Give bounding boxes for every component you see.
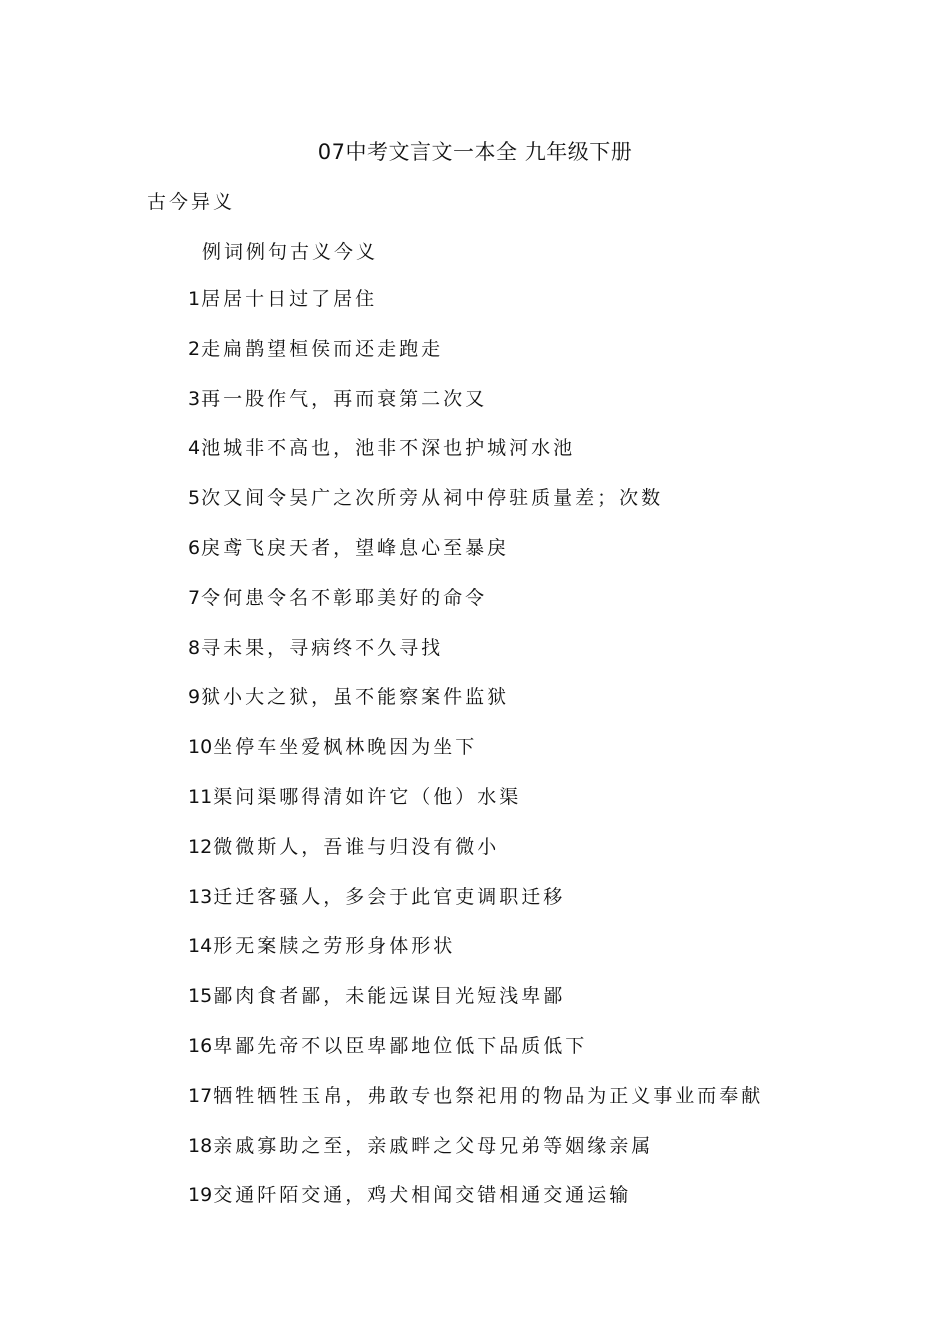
entry-text: 交通阡陌交通，鸡犬相闻交错相通交通运输 [213,1184,632,1207]
list-item [188,1033,763,1083]
list-item [188,635,763,685]
list-item [188,1083,763,1133]
entry-text: 居居十日过了居住 [201,288,378,310]
entry-text: 形无案牍之劳形身体形状 [213,935,456,958]
list-item [188,734,763,784]
list-item [188,585,763,635]
list-item [188,286,763,336]
entry-text: 卑鄙先帝不以臣卑鄙地位低下品质低下 [213,1034,588,1057]
entry-number: 2 [188,337,201,360]
entry-text: 走扁鹊望桓侯而还走跑走 [201,337,444,360]
list-item [188,386,763,436]
entry-text: 令何患令名不彰耶美好的命令 [201,586,488,609]
entry-number: 19 [188,1184,213,1207]
list-item [188,684,763,734]
entry-text: 牺牲牺牲玉帛，弗敢专也祭祀用的物品为正义事业而奉献 [213,1084,764,1107]
entry-number: 13 [188,885,213,908]
entry-text: 次又间令吴广之次所旁从祠中停驻质量差；次数 [201,487,664,510]
entry-number: 8 [188,636,201,659]
entry-text: 渠问渠哪得清如许它（他）水渠 [213,785,522,808]
list-item [188,1133,763,1183]
entry-number: 15 [188,985,213,1008]
list-item [188,435,763,485]
entry-text: 鄙肉食者鄙，未能远谋目光短浅卑鄙 [213,985,566,1008]
list-item [188,485,763,535]
entry-text: 微微斯人，吾谁与归没有微小 [213,835,500,858]
entry-number: 9 [188,686,201,709]
entry-number: 7 [188,586,201,609]
entry-text: 再一股作气，再而衰第二次又 [201,387,488,410]
entry-text: 坐停车坐爱枫林晚因为坐下 [213,736,478,759]
list-item [188,983,763,1033]
entry-number: 6 [188,536,201,559]
entry-number: 12 [188,835,213,858]
table-header: 例词例句古义今义 [202,241,379,263]
entry-number: 17 [188,1084,213,1107]
list-item [188,834,763,884]
entry-number: 5 [188,487,201,510]
entry-number: 4 [188,437,201,460]
entry-number: 10 [188,736,213,759]
entry-text: 亲戚寡助之至，亲戚畔之父母兄弟等姻缘亲属 [213,1134,654,1157]
list-item [188,933,763,983]
entry-number: 1 [188,288,201,310]
entry-text: 迁迁客骚人，多会于此官吏调职迁移 [213,885,566,908]
entry-number: 18 [188,1134,213,1157]
document-title: 07中考文言文一本全 九年级下册 [317,140,633,164]
list-item [188,784,763,834]
section-heading: 古今异义 [147,191,236,213]
list-item [188,884,763,934]
entry-text: 狱小大之狱，虽不能察案件监狱 [201,686,510,709]
entry-number: 14 [188,935,213,958]
list-item [188,1182,763,1232]
entry-number: 16 [188,1034,213,1057]
entry-number: 11 [188,785,213,808]
entry-list [188,286,763,1232]
list-item [188,336,763,386]
entry-number: 3 [188,387,201,410]
entry-text: 池城非不高也，池非不深也护城河水池 [201,437,576,460]
list-item [188,535,763,585]
entry-text: 寻未果，寻病终不久寻找 [201,636,444,659]
entry-text: 戾鸢飞戾天者，望峰息心至暴戾 [201,536,510,559]
